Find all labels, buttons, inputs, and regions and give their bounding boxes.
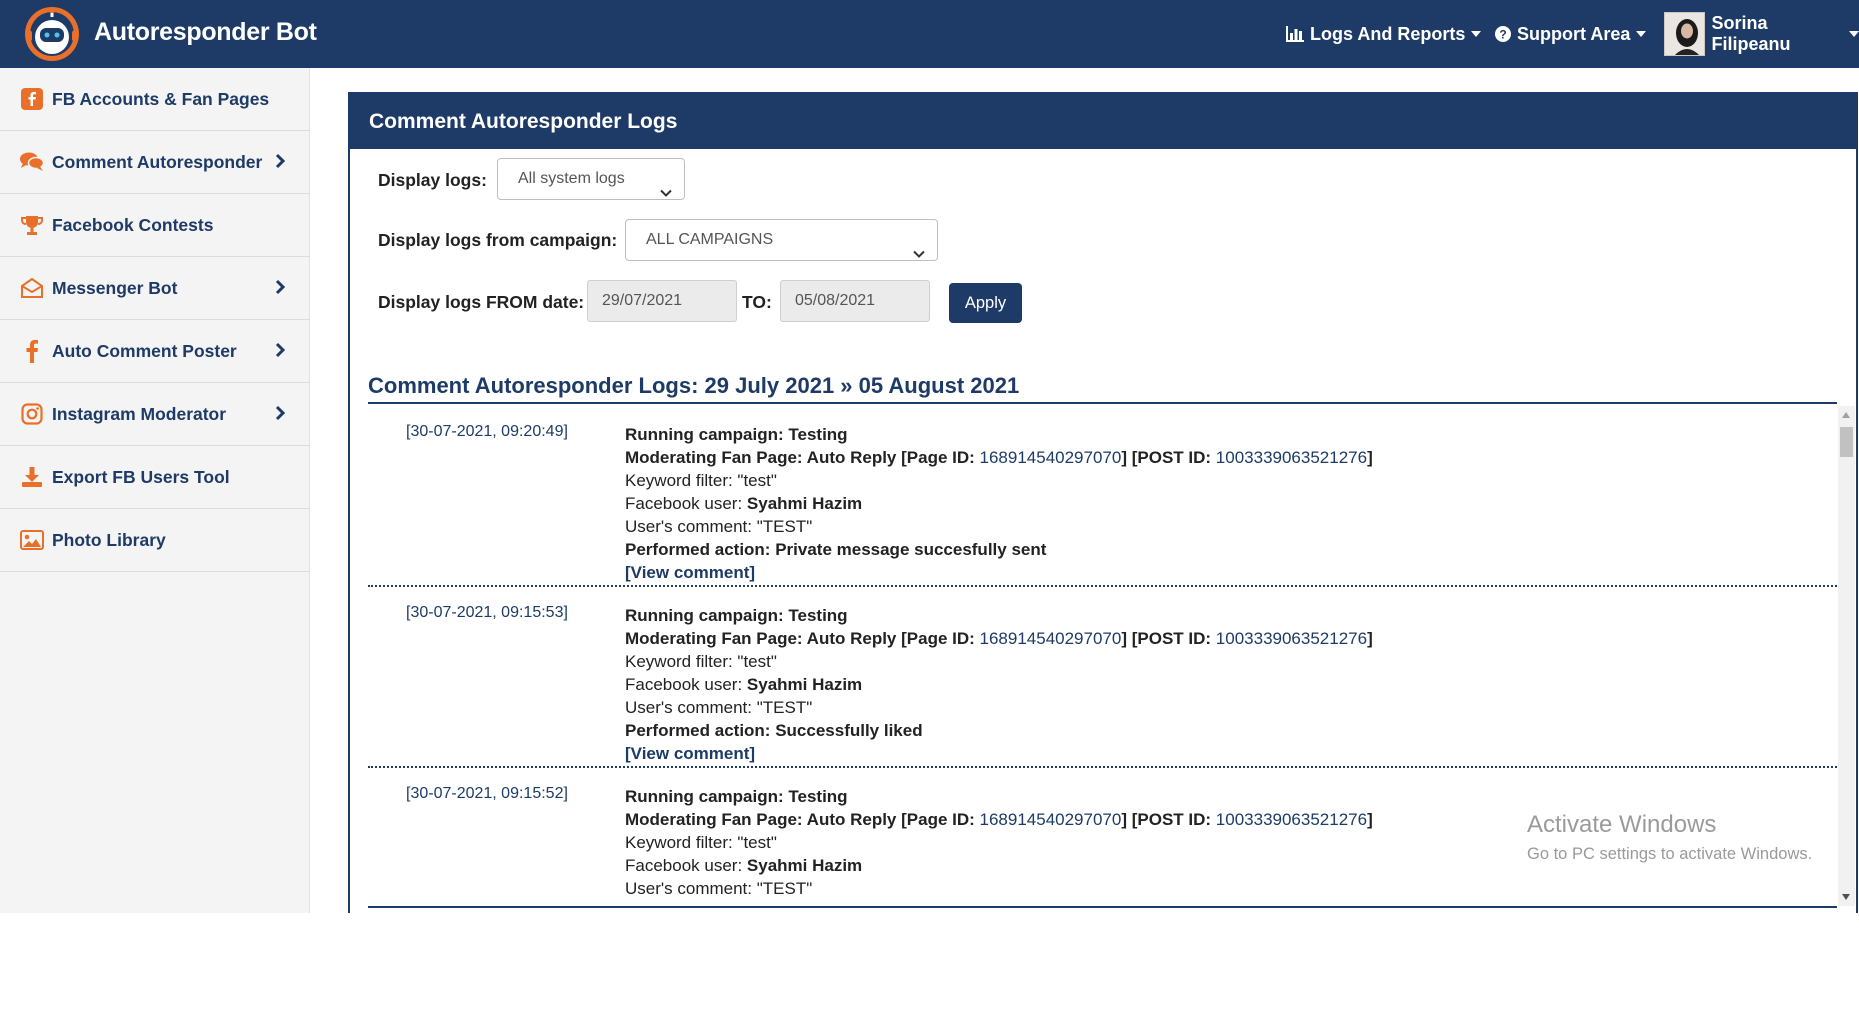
download-icon xyxy=(20,465,44,489)
post-suffix: ] xyxy=(1367,629,1373,648)
to-date-input[interactable]: 05/08/2021 xyxy=(780,280,930,322)
question-circle-icon xyxy=(1495,26,1511,42)
sidebar xyxy=(0,68,310,913)
trophy-icon xyxy=(20,213,44,237)
log-entry xyxy=(368,406,1837,587)
sidebar-item-instagram-moderator[interactable] xyxy=(0,383,310,446)
display-logs-value: All system logs xyxy=(518,170,625,187)
user-name: Sorina Filipeanu xyxy=(1711,13,1791,54)
panel-title: Comment Autoresponder Logs xyxy=(350,94,1856,149)
log-campaign: Running campaign: Testing xyxy=(625,606,848,625)
top-navbar xyxy=(0,0,1859,68)
post-id-link[interactable]: 1003339063521276 xyxy=(1215,810,1368,829)
instagram-icon xyxy=(20,402,44,426)
log-fanpage-line xyxy=(625,446,1373,469)
log-campaign: Running campaign: Testing xyxy=(625,425,848,444)
view-comment-link[interactable]: [View comment] xyxy=(625,744,756,763)
log-keyword: Keyword filter: "test" xyxy=(625,652,777,671)
chevron-down-icon xyxy=(1849,31,1859,37)
sidebar-item-label: Photo Library xyxy=(52,529,166,550)
post-prefix: ] [POST ID: xyxy=(1121,810,1216,829)
page-id-link[interactable]: 168914540297070 xyxy=(979,810,1122,829)
sidebar-item-comment-autoresponder[interactable] xyxy=(0,131,310,194)
log-entry xyxy=(368,587,1837,768)
sidebar-item-fb-accounts[interactable] xyxy=(0,68,310,131)
log-timestamp: [30-07-2021, 09:15:53] xyxy=(406,604,568,621)
fb-user-name: Syahmi Hazim xyxy=(746,856,863,875)
bar-chart-icon xyxy=(1286,26,1304,42)
page-id-link[interactable]: 168914540297070 xyxy=(979,629,1122,648)
log-fb-user-line xyxy=(625,492,1373,515)
sidebar-item-auto-comment-poster[interactable] xyxy=(0,320,310,383)
page-id-link[interactable]: 168914540297070 xyxy=(979,448,1122,467)
fanpage-prefix: Moderating Fan Page: Auto Reply [Page ID: xyxy=(625,810,980,829)
log-action: Performed action: Successfully liked xyxy=(625,721,923,740)
display-logs-label: Display logs: xyxy=(378,170,487,190)
sidebar-item-label: Facebook Contests xyxy=(52,214,214,235)
log-timestamp: [30-07-2021, 09:20:49] xyxy=(406,423,568,440)
chevron-right-icon xyxy=(275,342,285,363)
user-menu[interactable] xyxy=(1664,0,1859,68)
log-details xyxy=(625,423,1373,584)
logs-date-range-title: Comment Autoresponder Logs: 29 July 2021 » 05 August 2021 xyxy=(368,373,1020,398)
sidebar-item-facebook-contests[interactable] xyxy=(0,194,310,257)
scroll-thumb[interactable] xyxy=(1840,427,1853,457)
log-keyword: Keyword filter: "test" xyxy=(625,833,777,852)
comments-icon xyxy=(20,150,44,174)
sidebar-item-label: Auto Comment Poster xyxy=(52,340,237,361)
from-date-label: Display logs FROM date: xyxy=(378,292,585,312)
logs-and-reports-label: Logs And Reports xyxy=(1310,23,1466,44)
chevron-down-icon xyxy=(1636,31,1646,37)
sidebar-item-export-fb-users[interactable] xyxy=(0,446,310,509)
fb-user-name: Syahmi Hazim xyxy=(746,675,863,694)
sidebar-item-label: FB Accounts & Fan Pages xyxy=(52,88,270,109)
campaign-value: ALL CAMPAIGNS xyxy=(646,231,774,248)
chevron-right-icon xyxy=(275,279,285,300)
app-brand[interactable]: Autoresponder Bot xyxy=(94,18,317,46)
fanpage-prefix: Moderating Fan Page: Auto Reply [Page ID: xyxy=(625,629,980,648)
support-area-menu[interactable] xyxy=(1495,0,1646,68)
divider xyxy=(368,906,1837,908)
avatar xyxy=(1664,12,1705,56)
log-keyword: Keyword filter: "test" xyxy=(625,471,777,490)
fanpage-prefix: Moderating Fan Page: Auto Reply [Page ID: xyxy=(625,448,980,467)
post-id-link[interactable]: 1003339063521276 xyxy=(1215,448,1368,467)
log-comment: User's comment: "TEST" xyxy=(625,517,813,536)
post-prefix: ] [POST ID: xyxy=(1121,629,1216,648)
log-fb-user-line xyxy=(625,673,1373,696)
log-details xyxy=(625,604,1373,765)
scroll-down-arrow-icon[interactable] xyxy=(1842,894,1850,900)
fb-user-label: Facebook user: xyxy=(625,856,747,875)
scroll-up-arrow-icon[interactable] xyxy=(1842,412,1850,418)
sidebar-item-messenger-bot[interactable] xyxy=(0,257,310,320)
post-suffix: ] xyxy=(1367,448,1373,467)
log-action: Performed action: Private message succesfully sent xyxy=(625,540,1047,559)
log-details xyxy=(625,785,1373,900)
log-timestamp: [30-07-2021, 09:15:52] xyxy=(406,785,568,802)
from-date-input[interactable]: 29/07/2021 xyxy=(587,280,737,322)
display-logs-select[interactable] xyxy=(497,158,685,200)
svg-text:?: ? xyxy=(1499,27,1507,42)
to-date-label: TO: xyxy=(742,292,772,312)
campaign-select[interactable] xyxy=(625,219,938,261)
fb-user-label: Facebook user: xyxy=(625,675,747,694)
activate-windows-watermark xyxy=(1527,811,1812,864)
sidebar-item-photo-library[interactable] xyxy=(0,509,310,572)
log-fanpage-line xyxy=(625,808,1373,831)
fb-user-label: Facebook user: xyxy=(625,494,747,513)
facebook-square-icon xyxy=(20,87,44,111)
log-campaign: Running campaign: Testing xyxy=(625,787,848,806)
post-suffix: ] xyxy=(1367,810,1373,829)
divider xyxy=(368,402,1837,404)
sidebar-item-label: Instagram Moderator xyxy=(52,403,227,424)
robot-logo-icon[interactable] xyxy=(20,4,84,64)
sidebar-item-label: Messenger Bot xyxy=(52,277,178,298)
log-comment: User's comment: "TEST" xyxy=(625,879,813,898)
sidebar-item-label: Export FB Users Tool xyxy=(52,466,230,487)
facebook-icon xyxy=(20,339,44,363)
logs-scrollbar[interactable] xyxy=(1838,406,1855,906)
support-area-label: Support Area xyxy=(1517,23,1631,44)
chevron-down-icon xyxy=(1471,31,1481,37)
log-comment: User's comment: "TEST" xyxy=(625,698,813,717)
campaign-label: Display logs from campaign: xyxy=(378,230,618,250)
log-fb-user-line xyxy=(625,854,1373,877)
apply-button[interactable]: Apply xyxy=(949,283,1022,323)
view-comment-link[interactable]: [View comment] xyxy=(625,563,756,582)
watermark-title: Activate Windows xyxy=(1527,811,1717,838)
fb-user-name: Syahmi Hazim xyxy=(746,494,863,513)
chevron-right-icon xyxy=(275,405,285,426)
envelope-open-icon xyxy=(20,276,44,300)
image-icon xyxy=(20,528,44,552)
watermark-subtitle: Go to PC settings to activate Windows. xyxy=(1527,845,1813,863)
log-fanpage-line xyxy=(625,627,1373,650)
chevron-down-icon xyxy=(660,174,672,214)
post-prefix: ] [POST ID: xyxy=(1121,448,1216,467)
logs-and-reports-menu[interactable] xyxy=(1286,0,1481,68)
sidebar-item-label: Comment Autoresponder xyxy=(52,151,263,172)
chevron-down-icon xyxy=(913,235,925,275)
post-id-link[interactable]: 1003339063521276 xyxy=(1215,629,1368,648)
chevron-right-icon xyxy=(275,153,285,174)
